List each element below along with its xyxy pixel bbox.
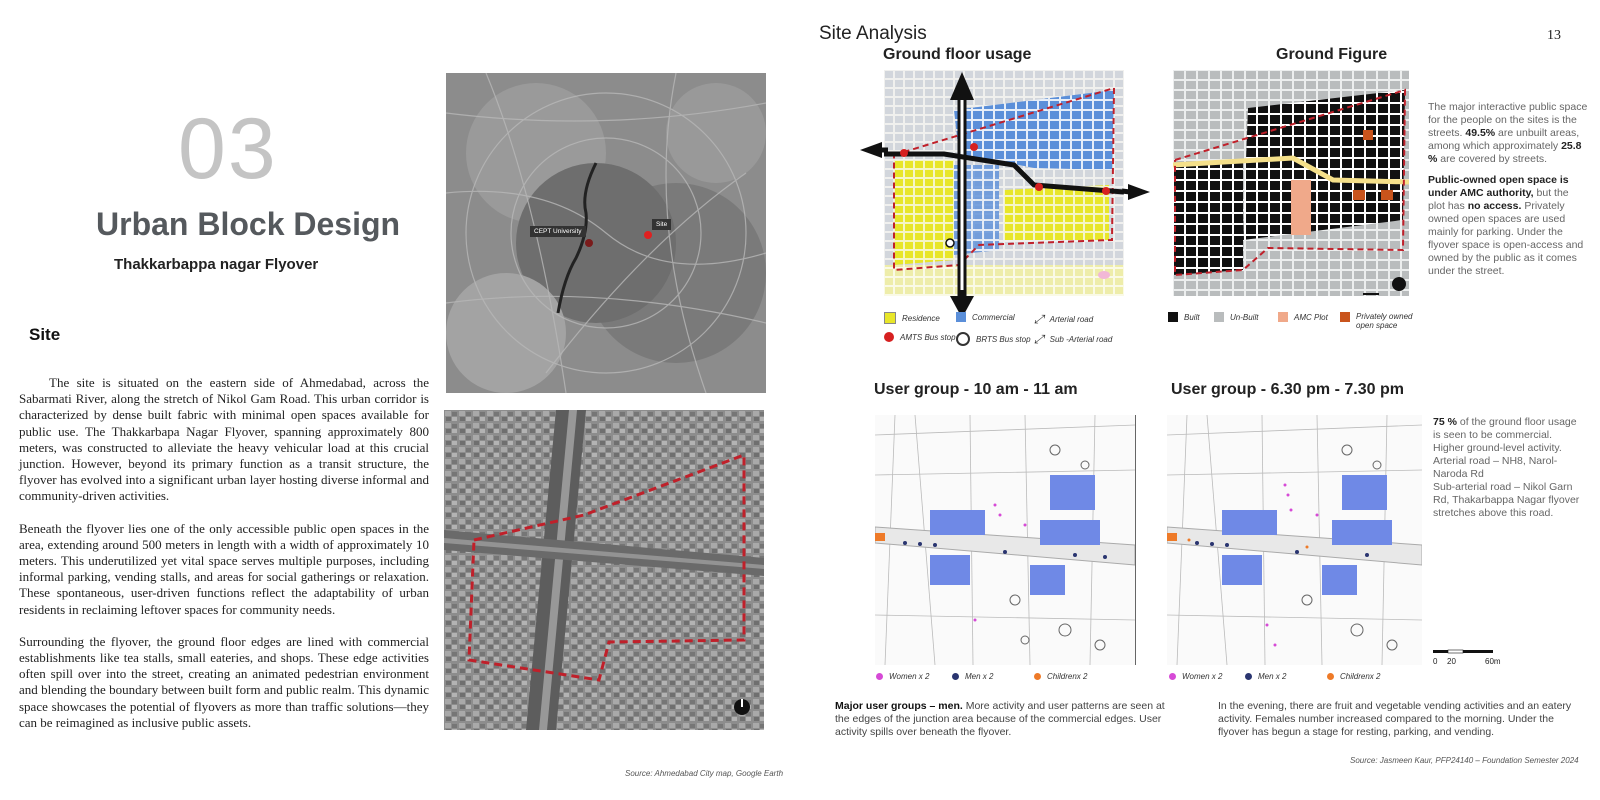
user-group-evening-map — [1167, 415, 1422, 665]
ground-figure-map — [1173, 70, 1409, 296]
legend-brts — [956, 332, 1031, 346]
amts-dot — [884, 332, 894, 342]
caption-emphasis: Major user groups – men. — [835, 700, 963, 712]
user-group-evening-title: User group - 6.30 pm - 7.30 pm — [1171, 381, 1404, 398]
cept-university-label: CEPT University — [530, 226, 586, 237]
legend-amc — [1278, 312, 1328, 322]
chapter-subtitle: Thakkarbappa nagar Flyover — [114, 256, 319, 273]
page-number: 13 — [1547, 28, 1561, 43]
double-arrow-icon: ⤢ — [1034, 312, 1044, 326]
aerial-site-image — [444, 410, 764, 730]
legend-amts — [884, 332, 956, 342]
legend-amts-label: AMTS Bus stop — [900, 332, 956, 342]
legend-children — [1034, 672, 1087, 681]
user-group-morning-title: User group - 10 am - 11 am — [874, 381, 1078, 398]
commercial-note-p2: Arterial road – NH8, Narol-Naroda Rd — [1433, 455, 1558, 480]
open-space-note — [1428, 101, 1588, 286]
city-map-image — [446, 73, 766, 393]
left-source-note: Source: Ahmedabad City map, Google Earth — [625, 769, 784, 778]
legend-commercial-label: Commercial — [972, 312, 1015, 322]
evening-caption: In the evening, there are fruit and vegetable vending activities and an eatery activity. Females number increased compared to the morning. Under the flyover has begun a stage for resting, parking, and vending. — [1218, 700, 1572, 738]
scale-tick-60: 60m — [1485, 657, 1501, 666]
note-figure: 49.5% — [1465, 127, 1496, 139]
note-text: The major interactive public space for the people on the sites is the streets. — [1428, 101, 1588, 139]
site-description — [19, 375, 429, 747]
legend-residence-label: Residence — [902, 313, 940, 323]
legend-women — [1169, 672, 1222, 681]
children-dot — [1034, 673, 1041, 680]
legend-children-label: Childrenx 2 — [1047, 672, 1088, 681]
legend-residence — [884, 312, 940, 324]
children-dot — [1327, 673, 1334, 680]
legend-arterial — [1034, 312, 1093, 327]
legend-built-label: Built — [1184, 312, 1200, 322]
commercial-swatch — [956, 312, 966, 322]
legend-unbuilt — [1214, 312, 1258, 322]
legend-sub-arterial — [1034, 332, 1112, 347]
legend-amc-label: AMC Plot — [1294, 312, 1328, 322]
user-legend-morning — [876, 672, 1136, 686]
residence-swatch — [884, 312, 896, 324]
ground-floor-title: Ground floor usage — [883, 46, 1032, 63]
legend-private — [1340, 312, 1418, 330]
note-text: but the plot has — [1428, 187, 1569, 212]
ground-figure-legend — [1168, 312, 1418, 340]
legend-built — [1168, 312, 1200, 322]
chapter-title: Urban Block Design — [96, 206, 401, 242]
men-dot — [1245, 673, 1252, 680]
note-text: of the ground floor usage is seen to be commercial. Higher ground-level activity. — [1433, 416, 1577, 454]
legend-men — [1245, 672, 1286, 681]
unbuilt-swatch — [1214, 312, 1224, 322]
user-group-morning-map — [875, 415, 1136, 665]
open-space-note-p1 — [1428, 101, 1588, 166]
men-dot — [952, 673, 959, 680]
note-figure: 25.8 % — [1428, 140, 1582, 165]
scale-tick-20: 20 — [1447, 657, 1456, 666]
site-paragraph-3: Surrounding the flyover, the ground floor edges are lined with commercial establishments like tea stalls, small eateries, and shops. These edge activities often spill over into the street, creating an animated pedestrian environment and blending the boundary between built form and public realm. This dynamic space showcases the potential of flyovers as more than traffic solutions—they can be reimagined as inclusive public assets. — [19, 633, 429, 730]
legend-men-label: Men x 2 — [1258, 672, 1287, 681]
note-text: are covered by streets. — [1437, 153, 1548, 165]
women-dot — [1169, 673, 1176, 680]
site-paragraph-2: Beneath the flyover lies one of the only accessible public open spaces in the area, extending around 500 meters in length with a width of approximately 10 meters. This underutilized yet vital space serves multiple purposes, including informal parking, vending stalls, and areas for social gatherings or relaxation. These spontaneous, user-driven functions reflect the adaptability of urban residents in reclaiming leftover spaces for community needs. — [19, 520, 429, 617]
legend-men-label: Men x 2 — [965, 672, 994, 681]
site-heading: Site — [29, 325, 61, 344]
note-emphasis: Public-owned open space is under AMC authority, — [1428, 174, 1569, 199]
scale-tick-0: 0 — [1433, 657, 1438, 666]
legend-unbuilt-label: Un-Built — [1230, 312, 1259, 322]
note-text: Privately owned open spaces are used mainly for parking. Under the flyover space is open-access and owned by the public as it comes under the street. — [1428, 200, 1584, 277]
caption-text: More activity and user patterns are seen at the edges of the junction area because of the commercial edges. User activity spills over beneath the flyover. — [835, 700, 1165, 738]
ground-floor-legend — [884, 312, 1134, 352]
user-legend-evening — [1169, 672, 1429, 686]
commercial-note — [1433, 416, 1581, 520]
legend-arterial-label: Arterial road — [1049, 315, 1094, 324]
legend-women-label: Women x 2 — [1182, 672, 1223, 681]
open-space-note-p2 — [1428, 174, 1588, 278]
commercial-note-p1 — [1433, 416, 1581, 455]
women-dot — [876, 673, 883, 680]
section-title: Site Analysis — [819, 23, 927, 44]
note-text: are unbuilt areas, among which approximately — [1428, 127, 1580, 152]
double-arrow-icon: ⤢ — [1034, 332, 1044, 346]
legend-children-label: Childrenx 2 — [1340, 672, 1381, 681]
ground-figure-title: Ground Figure — [1276, 46, 1388, 63]
arterial-road-arrows — [860, 130, 1160, 320]
site-paragraph-1: The site is situated on the eastern side of Ahmedabad, across the Sabarmati River, along the stretch of Nikol Gam Road. This urban corridor is characterized by dense built fabric with minimal open spaces available for public use. The Thakkarbapa Nagar Flyover, spanning approximately 800 meters, was constructed to alleviate the heavy vehicular load at this crucial junction. However, beyond its primary function as a transit structure, the flyover has evolved into a significant urban layer hosting diverse informal and community-driven activities. — [19, 375, 429, 504]
chapter-number: 03 — [178, 101, 278, 197]
legend-men — [952, 672, 993, 681]
note-figure: 75 % — [1433, 416, 1457, 428]
legend-private-label: Privately owned open space — [1356, 312, 1413, 330]
private-swatch — [1340, 312, 1350, 322]
brts-dot — [956, 332, 970, 346]
legend-sub-arterial-label: Sub -Arterial road — [1049, 335, 1113, 344]
legend-women — [876, 672, 929, 681]
legend-children — [1327, 672, 1380, 681]
site-label: Site — [652, 219, 671, 230]
legend-brts-label: BRTS Bus stop — [976, 334, 1031, 344]
amc-swatch — [1278, 312, 1288, 322]
morning-caption — [835, 700, 1180, 739]
built-swatch — [1168, 312, 1178, 322]
right-source-note: Source: Jasmeen Kaur, PFP24140 – Foundation Semester 2024 — [1350, 756, 1579, 765]
note-emphasis: no access. — [1467, 200, 1522, 212]
commercial-note-p3: Sub-arterial road – Nikol Garn Rd, Thakarbappa Nagar flyover stretches above this road. — [1433, 481, 1580, 519]
legend-commercial — [956, 312, 1015, 322]
legend-women-label: Women x 2 — [889, 672, 930, 681]
scale-bar — [1433, 648, 1503, 668]
